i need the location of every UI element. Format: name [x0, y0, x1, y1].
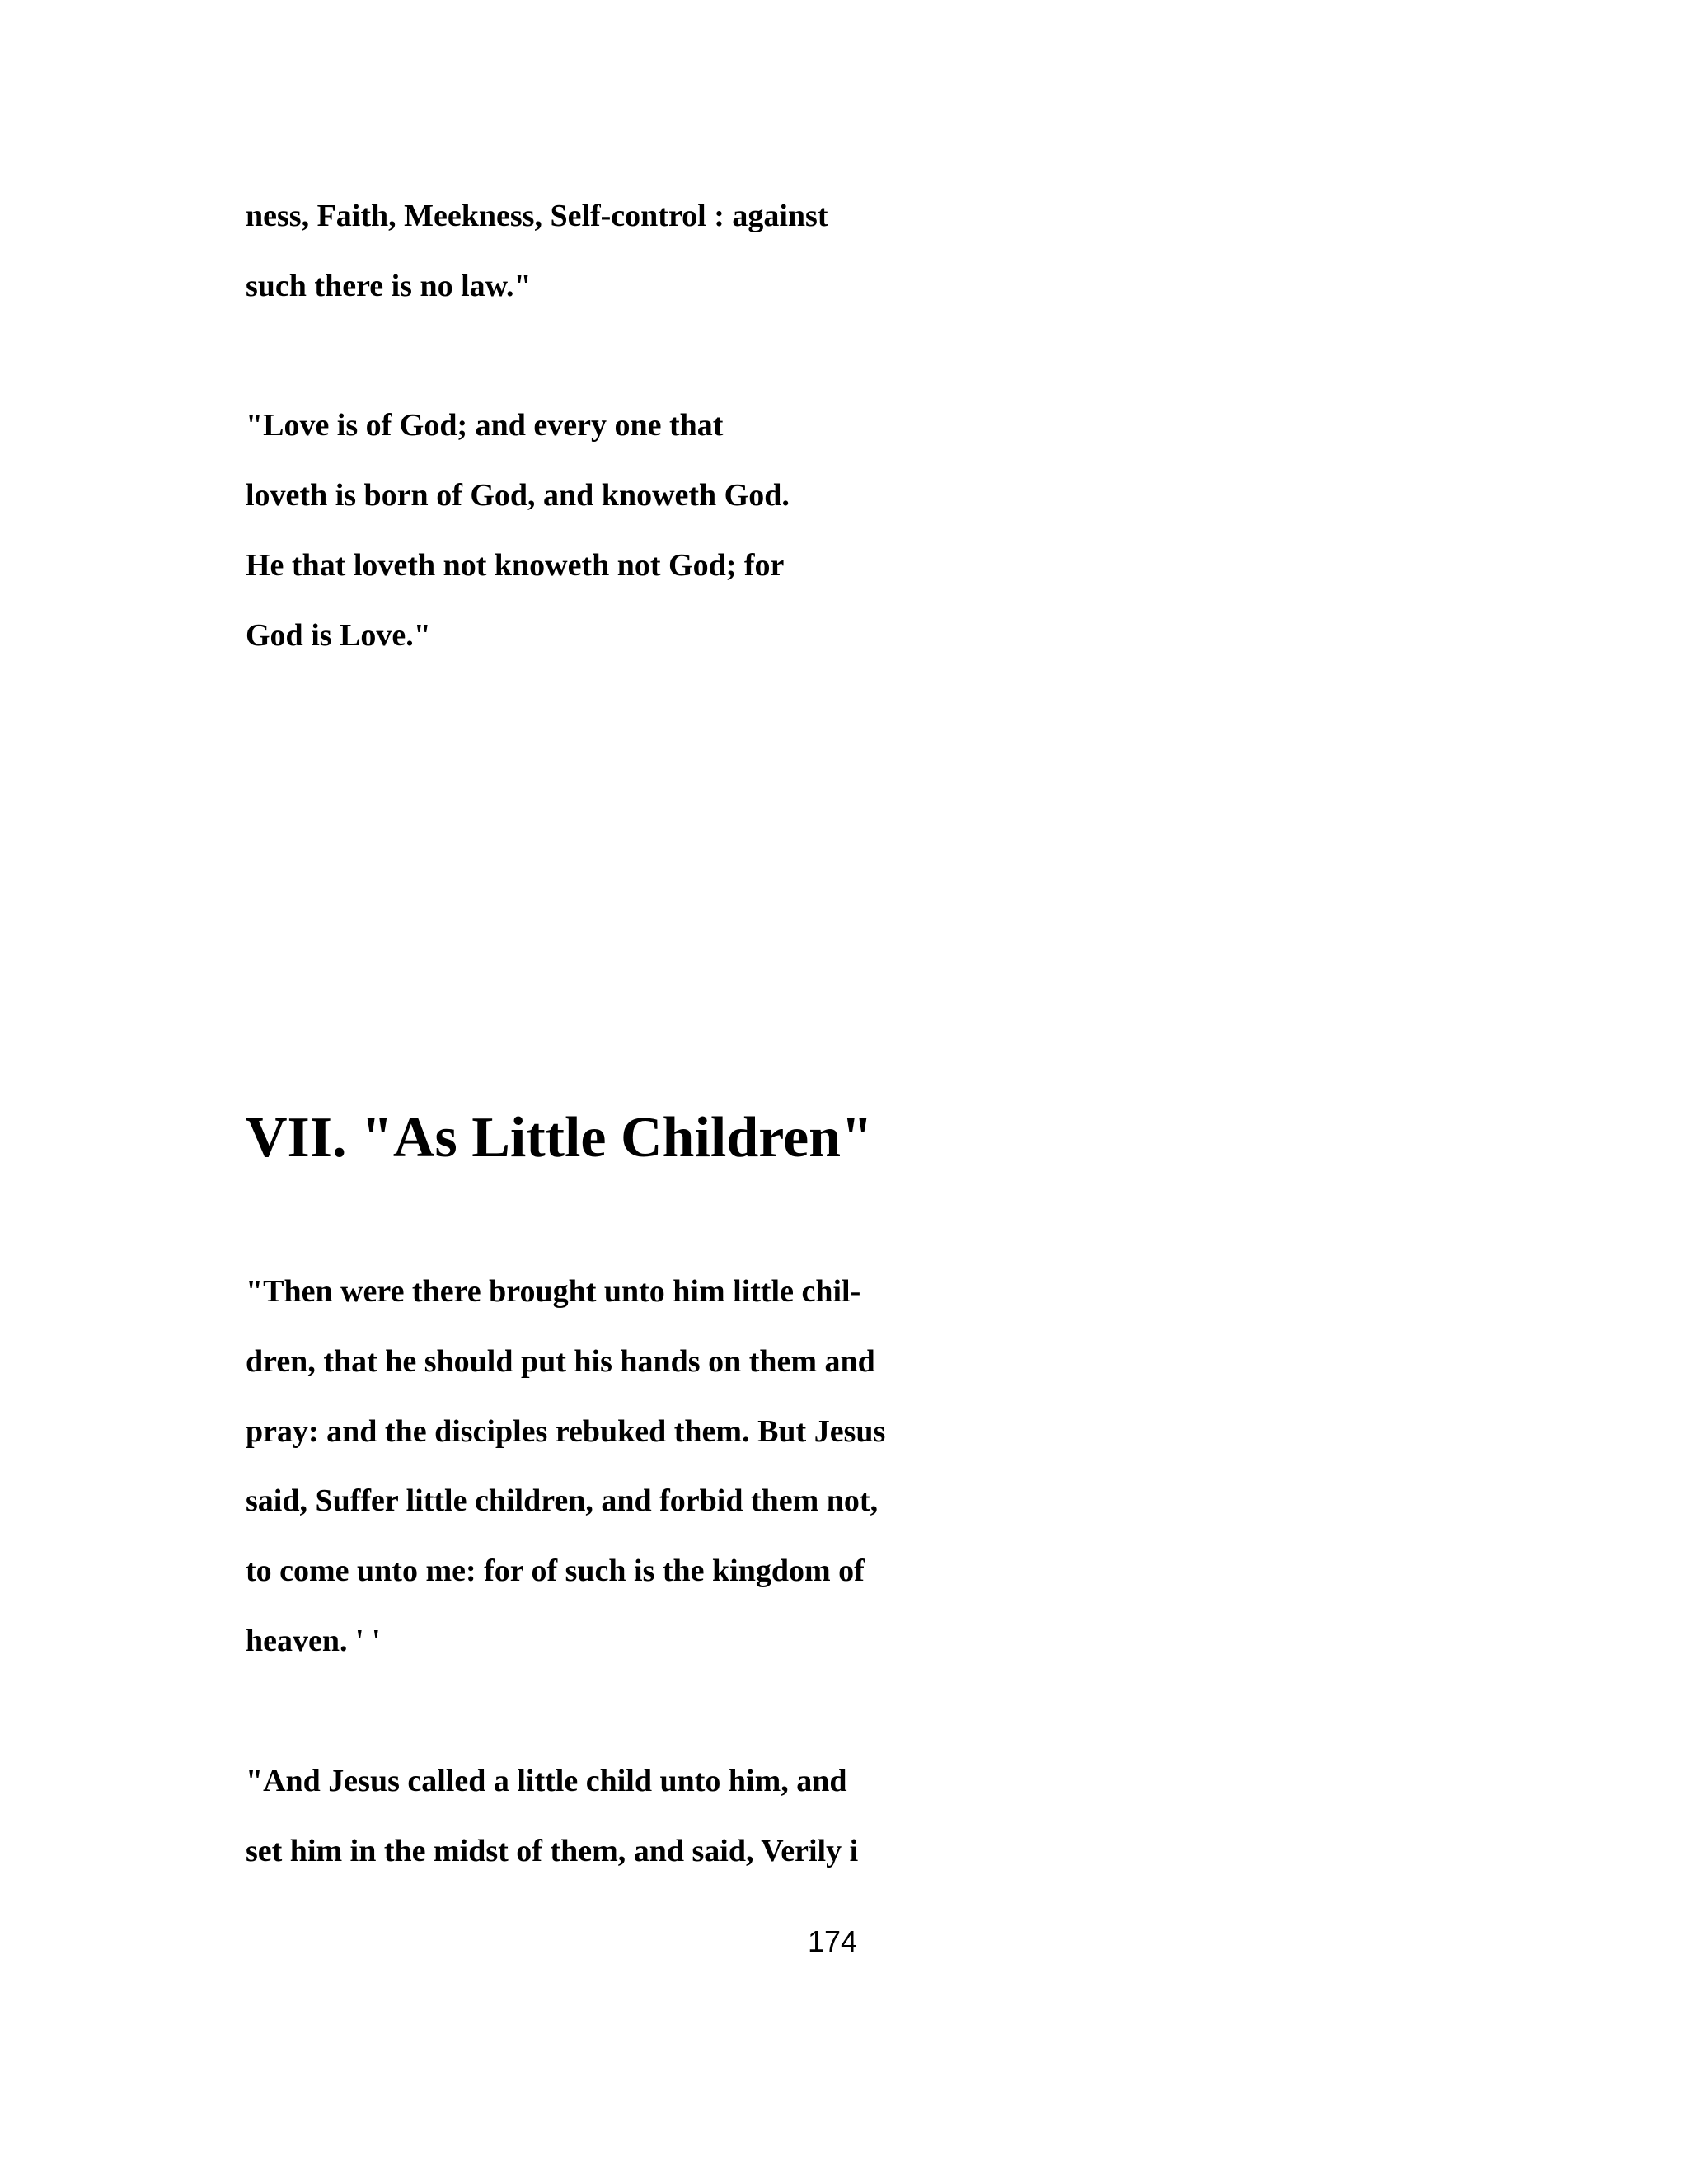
text-line: said, Suffer little children, and forbid them not,: [246, 1483, 879, 1518]
text-line: "And Jesus called a little child unto him, and: [246, 1764, 847, 1798]
text-line: pray: and the disciples rebuked them. But Jesus: [246, 1414, 886, 1449]
text-line: to come unto me: for of such is the kingdom of: [246, 1554, 865, 1588]
text-line: "Then were there brought unto him little chil-: [246, 1274, 861, 1309]
chapter-heading: VII. "As Little Children": [246, 1106, 873, 1169]
page-number: 174: [807, 1924, 858, 1958]
text-line: "Love is of God; and every one that: [246, 408, 724, 443]
text-line: He that loveth not knoweth not God; for: [246, 548, 785, 583]
text-line: dren, that he should put his hands on them and: [246, 1344, 875, 1379]
text-line: set him in the midst of them, and said, Verily i: [246, 1834, 859, 1868]
text-line: ness, Faith, Meekness, Self-control : against: [246, 199, 828, 233]
text-line: God is Love.": [246, 618, 431, 653]
text-line: heaven. ' ': [246, 1624, 381, 1658]
text-line: loveth is born of God, and knoweth God.: [246, 478, 790, 513]
text-line: such there is no law.": [246, 269, 532, 303]
